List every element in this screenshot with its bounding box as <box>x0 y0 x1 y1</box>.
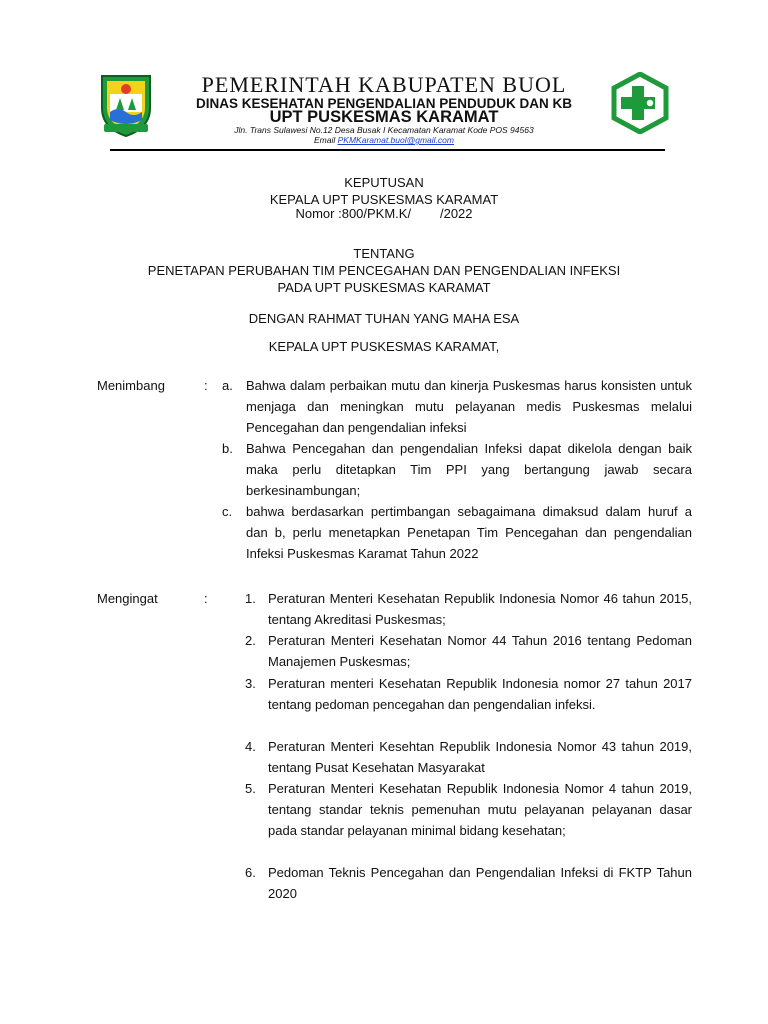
mengingat-item-2: Peraturan Menteri Kesehatan Nomor 44 Tahun 2016 tentang Pedoman Manajemen Puskesmas; <box>268 633 692 669</box>
menimbang-mark-a: a. <box>222 378 233 393</box>
menimbang-mark-b: b. <box>222 441 233 456</box>
email-link[interactable]: PKMKaramat.buol@gmail.com <box>337 135 454 145</box>
mengingat-item-1: Peraturan Menteri Kesehatan Republik Indonesia Nomor 46 tahun 2015, tentang Akreditasi Puskesmas; <box>268 591 692 627</box>
mengingat-mark-5: 5. <box>245 781 256 796</box>
subject-line-2: PADA UPT PUSKESMAS KARAMAT <box>277 280 491 295</box>
letterhead-divider <box>110 149 665 151</box>
letterhead-institution: UPT PUSKESMAS KARAMAT <box>269 108 499 126</box>
menimbang-item-c: bahwa berdasarkan pertimbangan sebagaimana dimaksud dalam huruf a dan b, perlu menetapkan Penetapan Tim Pencegahan dan pengendalian Infeksi Puskesmas Karamat Tahun 2022 <box>246 504 692 561</box>
menimbang-item-b: Bahwa Pencegahan dan pengendalian Infeksi dapat dikelola dengan baik maka perlu ditetapkan Tim PPI yang bertangung jawab secara berkesinambungan; <box>246 441 692 498</box>
letterhead-email <box>0 135 768 145</box>
mengingat-mark-4: 4. <box>245 739 256 754</box>
mengingat-label: Mengingat <box>97 591 158 606</box>
menimbang-mark-c: c. <box>222 504 233 519</box>
mengingat-mark-1: 1. <box>245 591 256 606</box>
mengingat-item-6: Pedoman Teknis Pencegahan dan Pengendalian Infeksi di FKTP Tahun 2020 <box>268 865 692 901</box>
menimbang-item-a: Bahwa dalam perbaikan mutu dan kinerja Puskesmas harus konsisten untuk menjaga dan meningkan mutu pelayanan medis Puskesmas melalui Pencegahan dan pengendalian infeksi <box>246 378 692 435</box>
invocation: DENGAN RAHMAT TUHAN YANG MAHA ESA <box>248 311 520 326</box>
mengingat-item-4: Peraturan Menteri Kesehtan Republik Indonesia Nomor 43 tahun 2019, tentang Pusat Kesehatan Masyarakat <box>268 739 692 775</box>
menimbang-label: Menimbang <box>97 378 165 393</box>
email-label: Email <box>314 135 338 145</box>
subject-line-1: PENETAPAN PERUBAHAN TIM PENCEGAHAN DAN PENGENDALIAN INFEKSI <box>147 263 621 278</box>
decree-number: Nomor :800/PKM.K/ /2022 <box>295 206 473 221</box>
mengingat-mark-6: 6. <box>245 865 256 880</box>
mengingat-mark-3: 3. <box>245 676 256 691</box>
tentang-heading: TENTANG <box>353 246 415 261</box>
mengingat-mark-2: 2. <box>245 633 256 648</box>
mengingat-item-3: Peraturan menteri Kesehatan Republik Indonesia nomor 27 tahun 2017 tentang pedoman pencegahan dan pengendalian infeksi. <box>268 676 692 712</box>
letterhead-department: DINAS KESEHATAN PENGENDALIAN PENDUDUK DAN KB <box>195 96 573 111</box>
menimbang-colon: : <box>204 378 208 393</box>
mengingat-item-5: Peraturan Menteri Kesehatan Republik Indonesia Nomor 4 tahun 2019, tentang standar teknis pemenuhan mutu pelayanan pelayanan dasar pada standar pelayanan minimal bidang kesehatan; <box>268 781 692 838</box>
issuer-signoff: KEPALA UPT PUSKESMAS KARAMAT, <box>268 339 500 354</box>
issuer: KEPALA UPT PUSKESMAS KARAMAT <box>269 192 499 207</box>
letterhead-government: PEMERINTAH KABUPATEN BUOL <box>201 72 567 97</box>
puskesmas-logo-icon <box>610 72 670 134</box>
letterhead-address: Jln. Trans Sulawesi No.12 Desa Busak I Kecamatan Karamat Kode POS 94563 <box>234 125 534 135</box>
mengingat-colon: : <box>204 591 208 606</box>
doc-type: KEPUTUSAN <box>344 175 424 190</box>
